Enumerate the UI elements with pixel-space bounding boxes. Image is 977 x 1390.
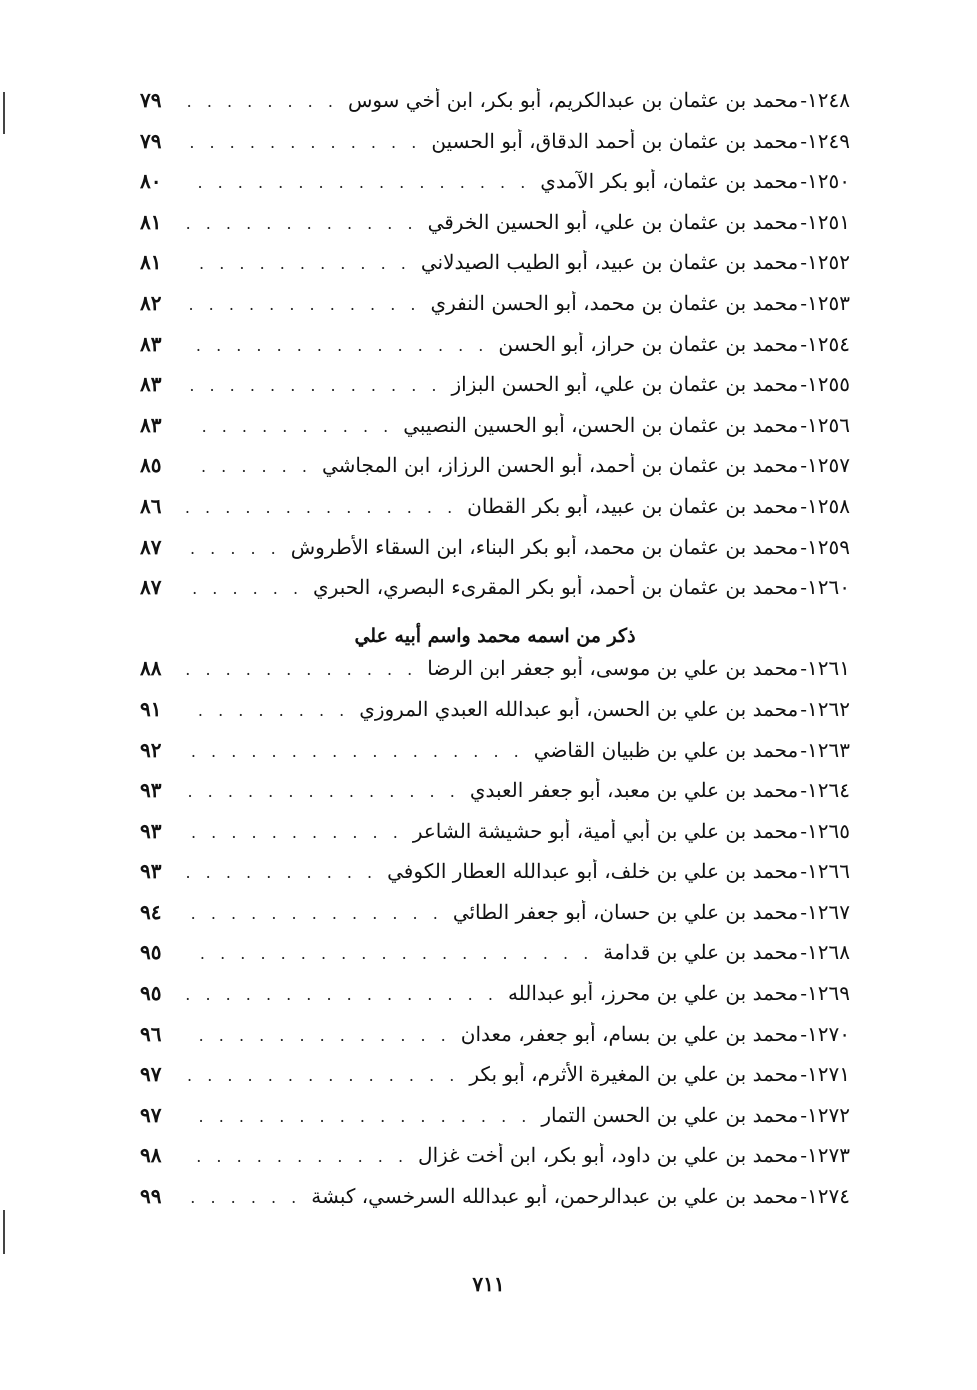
toc-entry	[140, 250, 850, 291]
entry-title: محمد بن عثمان بن محمد، أبو بكر البناء، ابن السقاء الأطروش	[290, 534, 799, 559]
toc-entry	[140, 738, 850, 779]
dot-leader	[186, 823, 403, 842]
toc-entry	[140, 372, 850, 413]
entry-number: ١٢٥٨-	[800, 493, 850, 518]
entry-title: محمد بن علي بن معبد، أبو جعفر العبدي	[469, 778, 799, 803]
entries-group-ali	[140, 656, 850, 1224]
entry-page-number: ٨٧	[140, 575, 162, 600]
toc-entry	[140, 981, 850, 1022]
entry-title: محمد بن علي بن الحسن، أبو عبدالله العبدي المروزي	[359, 696, 799, 721]
dot-leader	[186, 457, 312, 476]
entry-number: ١٢٥٥-	[800, 372, 850, 397]
entry-title: محمد بن عثمان بن أحمد، أبو بكر المقرىء البصري، الحبري	[313, 575, 799, 600]
dot-leader	[186, 1147, 408, 1166]
dot-leader	[186, 1026, 451, 1045]
toc-entry	[140, 291, 850, 332]
entry-title: محمد بن علي بن عبدالرحمن، أبو عبدالله السرخسي، كبشة	[311, 1184, 799, 1209]
toc-entry	[140, 535, 850, 576]
dot-leader	[186, 1066, 459, 1085]
entry-page-number: ٨٣	[140, 372, 162, 397]
entry-number: ١٢٥١-	[800, 209, 850, 234]
entry-number: ١٢٥٩-	[800, 534, 850, 559]
dot-leader	[186, 904, 443, 923]
entry-number: ١٢٤٨-	[800, 88, 850, 112]
entry-title: محمد بن عثمان بن أحمد، أبو الحسن الرزاز، ابن المجاشي	[321, 453, 799, 478]
table-of-contents	[140, 88, 850, 1225]
entry-number: ١٢٧٢-	[800, 1102, 850, 1127]
toc-entry	[140, 1103, 850, 1144]
toc-entry	[140, 453, 850, 494]
dot-leader	[186, 133, 421, 152]
entry-number: ١٢٧٤-	[800, 1184, 850, 1209]
dot-leader	[186, 214, 418, 233]
entry-page-number: ٩٣	[140, 859, 162, 884]
toc-entry	[140, 129, 850, 170]
toc-entry	[140, 210, 850, 251]
section-heading: ذكر من اسمه محمد واسم أبيه علي	[354, 624, 636, 647]
entry-title: محمد بن عثمان بن عبيد، أبو بكر القطان	[467, 493, 799, 518]
toc-entry	[140, 859, 850, 900]
toc-entry	[140, 819, 850, 860]
entry-title: محمد بن عثمان بن أحمد الدقاق، أبو الحسين	[431, 128, 799, 153]
entry-page-number: ٨١	[140, 250, 162, 275]
entry-page-number: ٩١	[140, 696, 162, 721]
entry-page-number: ٨٨	[140, 656, 162, 681]
toc-entry	[140, 1143, 850, 1184]
entry-page-number: ٨٥	[140, 453, 162, 478]
toc-entry	[140, 1022, 850, 1063]
margin-mark-bottom	[3, 1210, 5, 1254]
dot-leader	[186, 539, 281, 558]
entry-number: ١٢٥٠-	[800, 169, 850, 194]
entry-number: ١٢٦٥-	[800, 818, 850, 843]
entry-number: ١٢٦٠-	[800, 575, 850, 600]
entry-title: محمد بن علي بن خلف، أبو عبدالله العطار الكوفي	[387, 859, 799, 884]
entry-page-number: ٩٧	[140, 1102, 162, 1127]
entry-title: محمد بن عثمان بن علي، أبو الحسين الخرقي	[427, 209, 799, 234]
entry-title: محمد بن علي بن داود، أبو بكر، ابن أخت غزال	[418, 1143, 799, 1168]
entry-title: محمد بن عثمان بن الحسن، أبو الحسين النصيبي	[403, 412, 799, 437]
toc-entry	[140, 169, 850, 210]
entry-number: ١٢٤٩-	[800, 128, 850, 153]
dot-leader	[186, 376, 441, 395]
entry-page-number: ٨٠	[140, 169, 162, 194]
entry-number: ١٢٦٦-	[800, 859, 850, 884]
toc-entry	[140, 697, 850, 738]
toc-entry	[140, 575, 850, 616]
entry-title: محمد بن علي بن المغيرة الأثرم، أبو بكر	[469, 1062, 799, 1087]
entry-page-number: ٨٣	[140, 331, 162, 356]
entry-page-number: ٨١	[140, 209, 162, 234]
entry-page-number: ٩٩	[140, 1184, 162, 1209]
entry-number: ١٢٥٦-	[800, 412, 850, 437]
entry-page-number: ٩٤	[140, 899, 162, 924]
entry-page-number: ٩٥	[140, 940, 162, 965]
entry-page-number: ٩٣	[140, 818, 162, 843]
dot-leader	[186, 985, 498, 1004]
entry-page-number: ٨٦	[140, 493, 162, 518]
entry-number: ١٢٧١-	[800, 1062, 850, 1087]
entry-title: محمد بن علي بن بسام، أبو جعفر، معدان	[460, 1021, 799, 1046]
toc-entry	[140, 494, 850, 535]
entry-number: ١٢٦٩-	[800, 981, 850, 1006]
entry-number: ١٢٥٧-	[800, 453, 850, 478]
entry-page-number: ٧٩	[140, 88, 162, 112]
toc-entry	[140, 413, 850, 454]
entry-title: محمد بن علي بن أبي أمية، أبو حشيشة الشاعر	[412, 818, 799, 843]
entry-page-number: ٨٣	[140, 412, 162, 437]
entry-page-number: ٩٧	[140, 1062, 162, 1087]
toc-entry	[140, 656, 850, 697]
dot-leader	[186, 863, 377, 882]
entry-page-number: ٩٣	[140, 778, 162, 803]
dot-leader	[186, 742, 524, 761]
entry-title: محمد بن عثمان بن علي، أبو الحسن البزاز	[451, 372, 799, 397]
toc-entry	[140, 1062, 850, 1103]
entry-title: محمد بن علي بن ظبيان القاضي	[533, 737, 799, 762]
entry-title: محمد بن علي بن موسى، أبو جعفر ابن الرضا	[427, 656, 799, 681]
entry-number: ١٢٧٣-	[800, 1143, 850, 1168]
dot-leader	[186, 579, 303, 598]
entry-page-number: ٩٦	[140, 1021, 162, 1046]
entry-number: ١٢٧٠-	[800, 1021, 850, 1046]
entry-title: محمد بن علي بن محرز، أبو عبدالله	[507, 981, 799, 1006]
dot-leader	[186, 417, 393, 436]
dot-leader	[186, 782, 460, 801]
entry-number: ١٢٦٣-	[800, 737, 850, 762]
entry-number: ١٢٦٧-	[800, 899, 850, 924]
entry-title: محمد بن عثمان بن عبيد، أبو الطيب الصيدلاني	[420, 250, 799, 275]
entry-title: محمد بن عثمان بن محمد، أبو الحسن النفري	[430, 290, 799, 315]
entry-page-number: ٧٩	[140, 128, 162, 153]
entry-number: ١٢٥٣-	[800, 290, 850, 315]
dot-leader	[186, 254, 411, 273]
entry-title: محمد بن علي بن قدامة	[603, 940, 799, 965]
entry-page-number: ٩٨	[140, 1143, 162, 1168]
entry-title: محمد بن عثمان، أبو بكر الآمدي	[540, 169, 799, 194]
toc-entry	[140, 88, 850, 129]
entry-page-number: ٩٥	[140, 981, 162, 1006]
entry-title: محمد بن علي بن حسان، أبو جعفر الطائي	[452, 899, 799, 924]
margin-mark-top	[3, 92, 5, 134]
toc-entry	[140, 778, 850, 819]
toc-entry	[140, 332, 850, 373]
entry-number: ١٢٥٢-	[800, 250, 850, 275]
toc-entry	[140, 940, 850, 981]
dot-leader	[186, 660, 417, 679]
entry-number: ١٢٦٨-	[800, 940, 850, 965]
entry-number: ١٢٦١-	[800, 656, 850, 681]
dot-leader	[186, 295, 420, 314]
page-number: ٧١١	[472, 1272, 505, 1296]
entry-title: محمد بن علي بن الحسن التمار	[541, 1102, 799, 1127]
entry-page-number: ٩٢	[140, 737, 162, 762]
dot-leader	[186, 1188, 301, 1207]
entry-page-number: ٨٧	[140, 534, 162, 559]
dot-leader	[186, 701, 349, 720]
dot-leader	[186, 944, 593, 963]
toc-entry	[140, 1184, 850, 1225]
toc-entry	[140, 900, 850, 941]
entry-title: محمد بن عثمان بن عبدالكريم، أبو بكر، ابن أخي سوس	[347, 88, 799, 112]
dot-leader	[186, 498, 457, 517]
entry-page-number: ٨٢	[140, 290, 162, 315]
entries-group-uthman	[140, 88, 850, 616]
entry-number: ١٢٦٤-	[800, 778, 850, 803]
dot-leader	[186, 1107, 531, 1126]
dot-leader	[186, 92, 338, 111]
dot-leader	[186, 336, 488, 355]
dot-leader	[186, 173, 530, 192]
entry-title: محمد بن عثمان بن حراز، أبو الحسن	[498, 331, 799, 356]
entry-number: ١٢٦٢-	[800, 696, 850, 721]
entry-number: ١٢٥٤-	[800, 331, 850, 356]
